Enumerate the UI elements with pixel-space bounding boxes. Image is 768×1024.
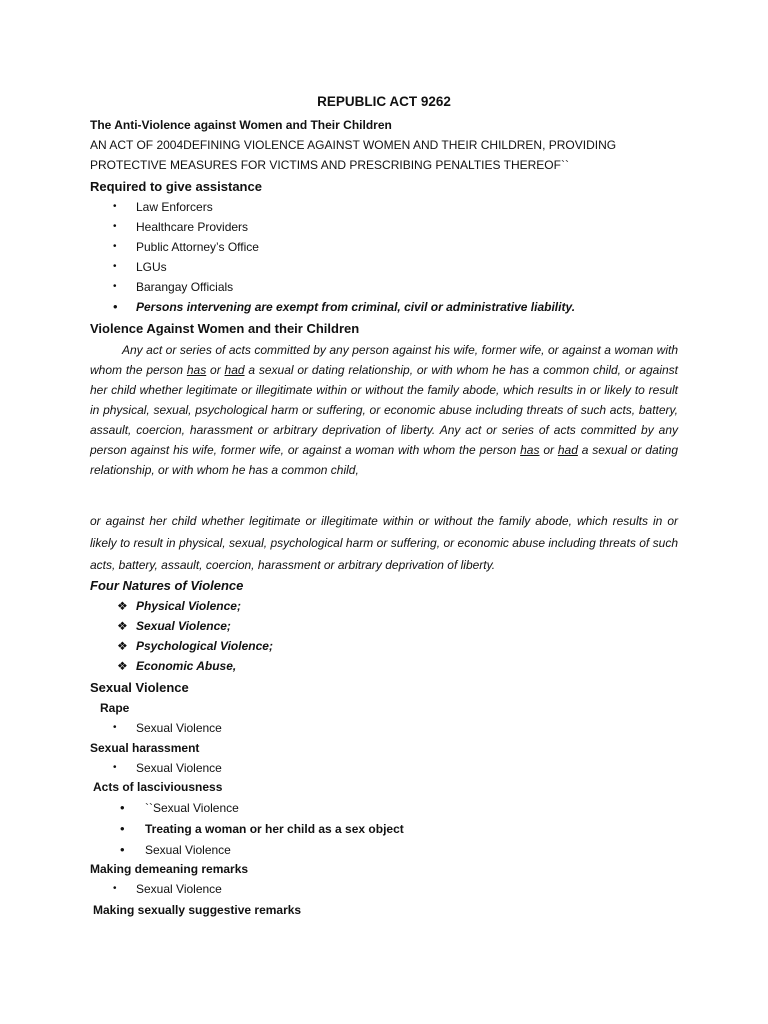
- diamond-bullet-icon: ❖: [117, 599, 128, 613]
- list-item: Sexual Violence: [136, 882, 222, 896]
- diamond-bullet-icon: ❖: [117, 619, 128, 633]
- nature-item: Economic Abuse,: [136, 659, 237, 673]
- list-item: Healthcare Providers: [136, 220, 249, 234]
- vawc-paragraph-2: or against her child whether legitimate or illegitimate within or without the family abode, which results in or likely to result in physical, sexual, psychological harm or suffering, or economic abuse including threats of such acts, battery, assault, coercion, harassment or arbitrary deprivation of liberty.: [90, 514, 678, 572]
- assistance-heading: Required to give assistance: [90, 179, 262, 194]
- list-item: Sexual Violence: [145, 843, 231, 857]
- list-item: ``Sexual Violence: [145, 801, 239, 815]
- act-description-line1: AN ACT OF 2004DEFINING VIOLENCE AGAINST WOMEN AND THEIR CHILDREN, PROVIDING: [90, 138, 617, 152]
- document-title: REPUBLIC ACT 9262: [317, 94, 451, 109]
- bullet: •: [113, 261, 117, 272]
- bullet: •: [113, 221, 117, 232]
- nature-item: Sexual Violence;: [136, 619, 231, 633]
- bullet: •: [113, 762, 117, 773]
- bullet: •: [113, 299, 118, 314]
- list-item: Public Attorney’s Office: [136, 240, 259, 254]
- act-description-line2: PROTECTIVE MEASURES FOR VICTIMS AND PRESCRIBING PENALTIES THEREOF``: [90, 158, 569, 172]
- demeaning-label: Making demeaning remarks: [90, 862, 249, 876]
- vawc-heading: Violence Against Women and their Children: [90, 321, 360, 336]
- bullet: •: [113, 722, 117, 733]
- rape-label: Rape: [100, 701, 130, 715]
- list-item: Sexual Violence: [136, 761, 222, 775]
- list-item: Barangay Officials: [136, 280, 234, 294]
- diamond-bullet-icon: ❖: [117, 659, 128, 673]
- suggestive-label: Making sexually suggestive remarks: [93, 903, 302, 917]
- bullet: •: [120, 842, 125, 857]
- act-subtitle: The Anti-Violence against Women and Their Children: [90, 118, 392, 132]
- bullet: •: [113, 241, 117, 252]
- harassment-label: Sexual harassment: [90, 741, 200, 755]
- nature-item: Psychological Violence;: [136, 639, 273, 653]
- bullet: •: [113, 883, 117, 894]
- list-item: Treating a woman or her child as a sex object: [145, 822, 404, 836]
- nature-item: Physical Violence;: [136, 599, 241, 613]
- vawc-paragraph-1: Any act or series of acts committed by any person against his wife, former wife, or against a woman with whom the person has or had a sexual or dating relationship, or with whom he has a common child, or against her child whether legitimate or illegitimate within or without the family abode, which results in or likely to result in physical, sexual, psychological harm or suffering, or economic abuse including threats of such acts, battery, assault, coercion, harassment or arbitrary deprivation of liberty. Any act or series of acts committed by any person against his wife, former wife, or against a woman with whom the person has or had a sexual or dating relationship, or with whom he has a common child,: [90, 343, 679, 477]
- bullet: •: [120, 821, 125, 836]
- bullet: •: [120, 800, 125, 815]
- bullet: •: [113, 281, 117, 292]
- sexual-violence-heading: Sexual Violence: [90, 680, 189, 695]
- list-item: LGUs: [136, 260, 167, 274]
- exempt-note: Persons intervening are exempt from criminal, civil or administrative liability.: [136, 300, 576, 314]
- diamond-bullet-icon: ❖: [117, 639, 128, 653]
- lasciviousness-label: Acts of lasciviousness: [93, 780, 223, 794]
- list-item: Sexual Violence: [136, 721, 222, 735]
- list-item: Law Enforcers: [136, 200, 213, 214]
- bullet: •: [113, 201, 117, 212]
- natures-heading: Four Natures of Violence: [90, 578, 244, 593]
